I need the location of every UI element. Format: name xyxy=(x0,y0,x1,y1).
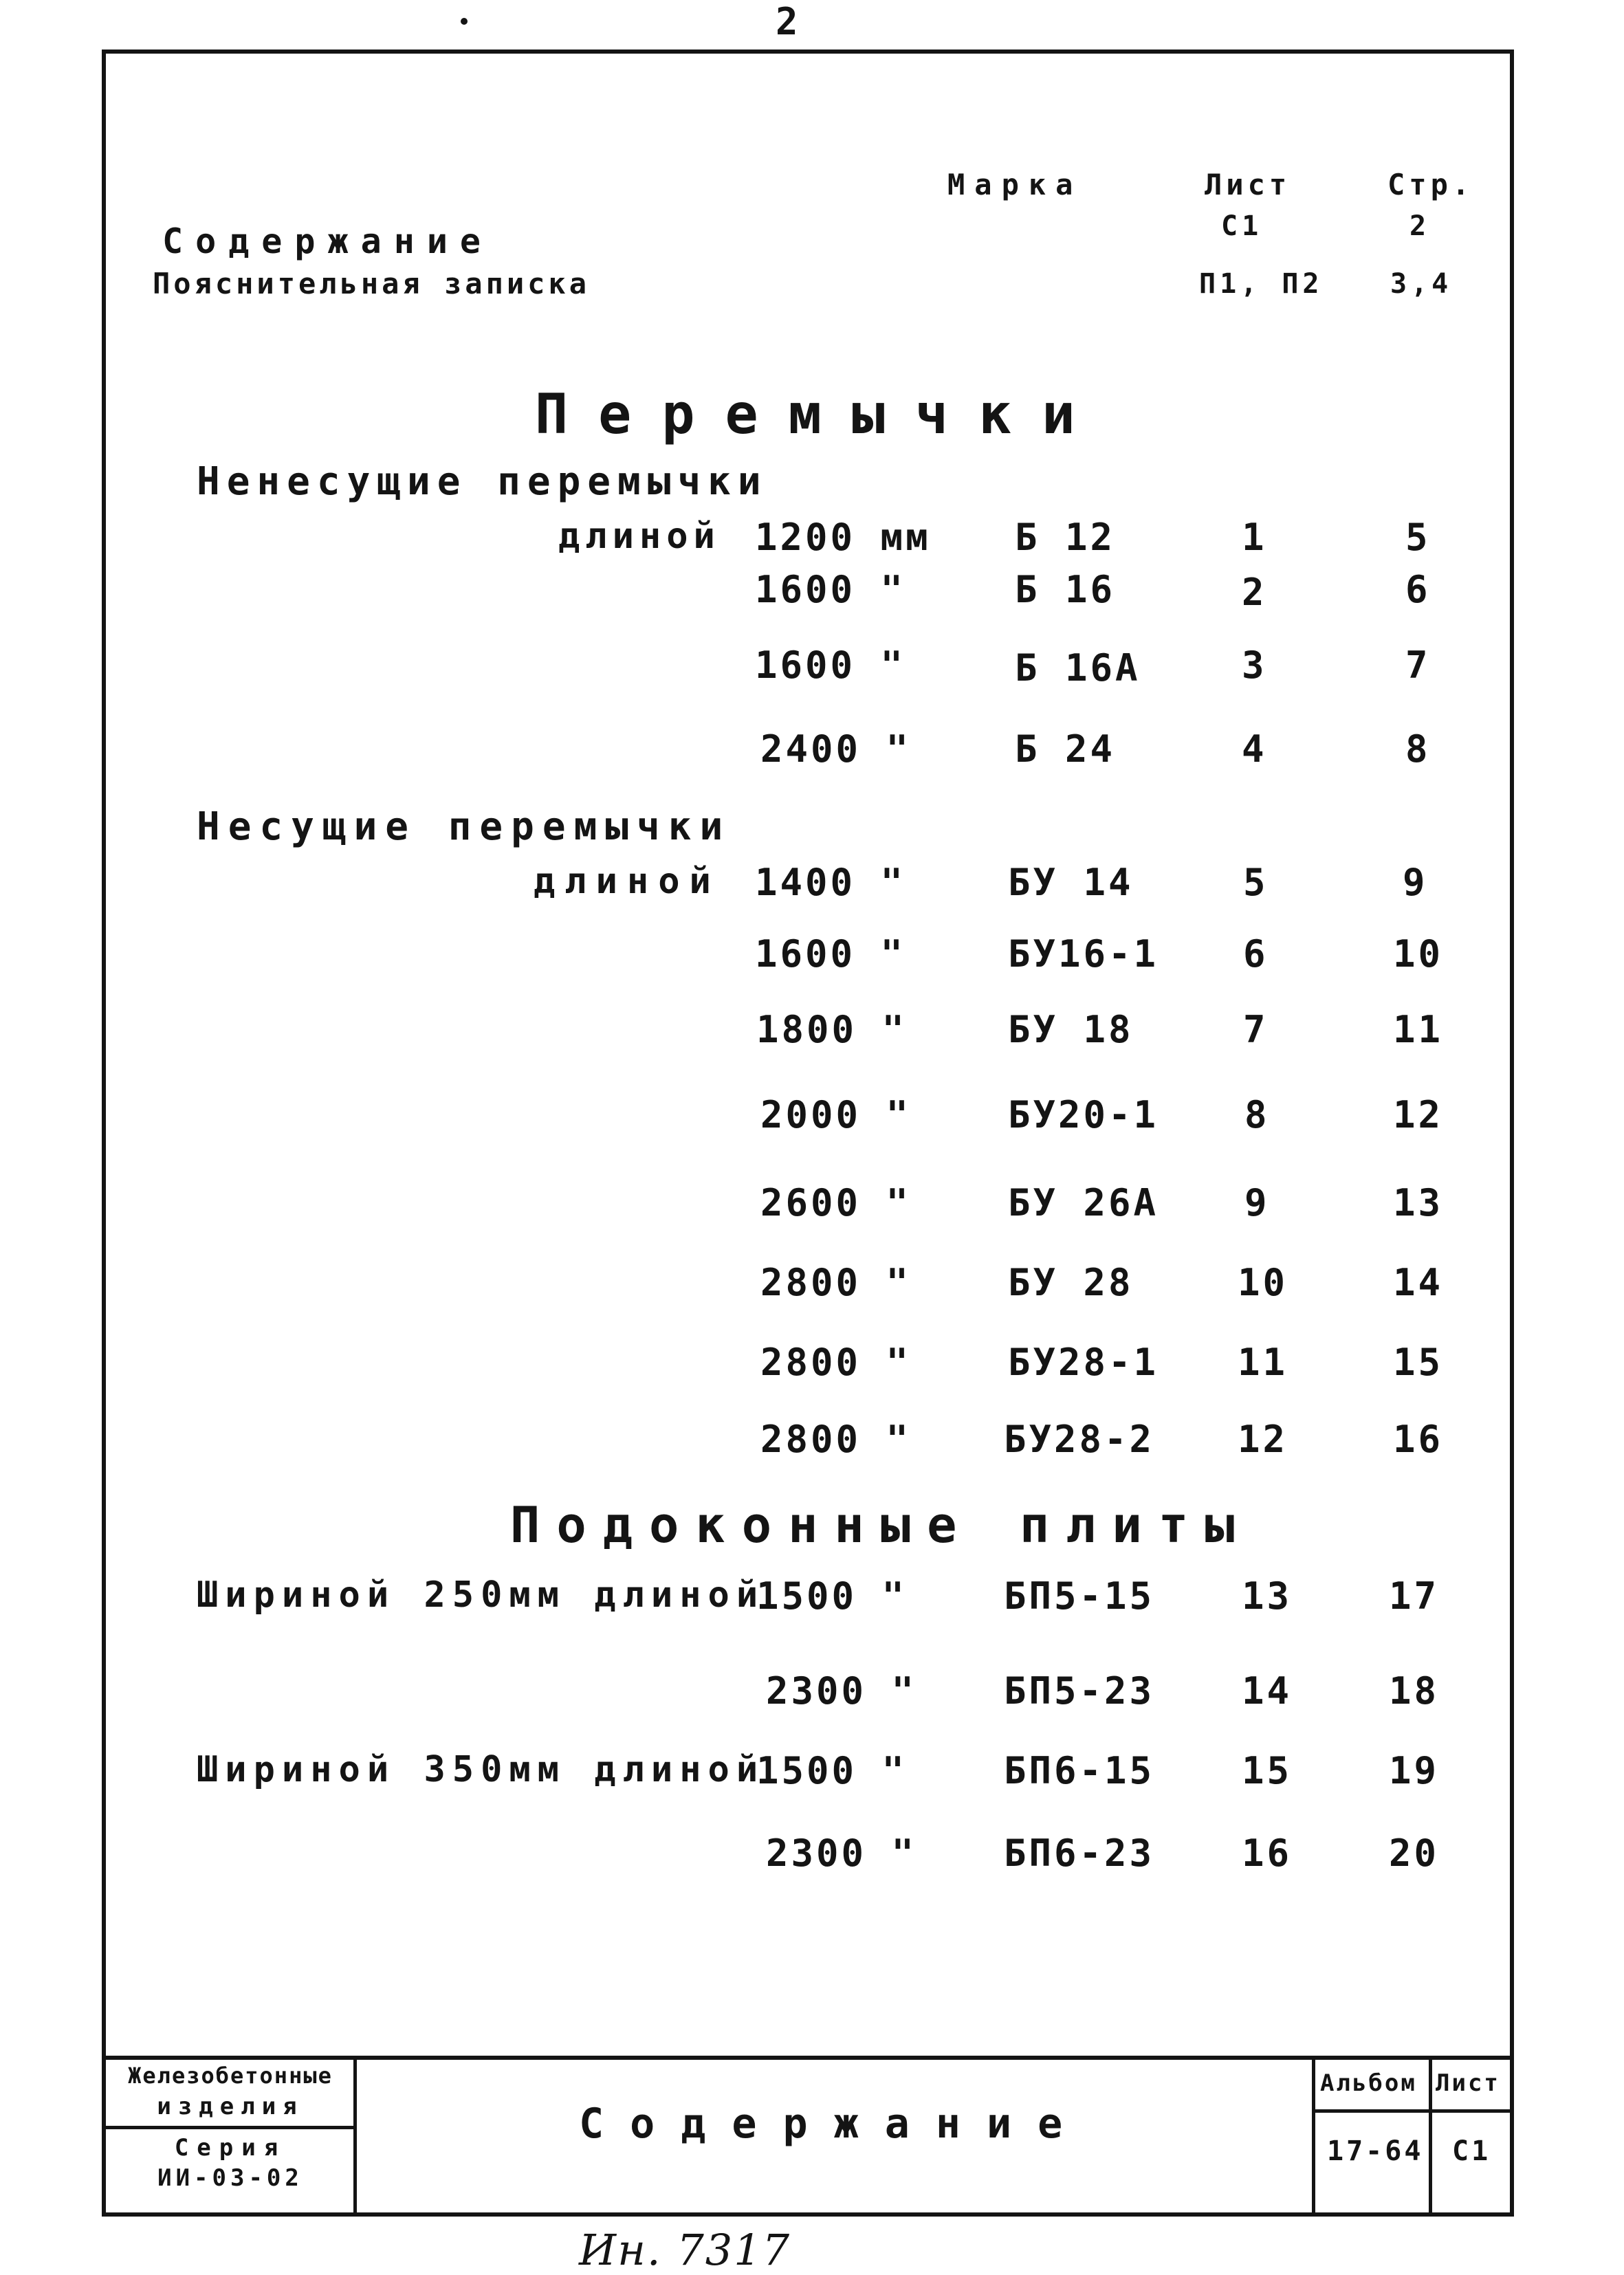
row-length: 2800 " xyxy=(760,1418,912,1461)
row-str: 17 xyxy=(1389,1574,1440,1618)
row-marka: БУ28-2 xyxy=(1004,1418,1155,1461)
row-marka: Б 16 xyxy=(1015,568,1116,611)
header-marka: Марка xyxy=(947,168,1083,201)
row-marka: БП5-15 xyxy=(1004,1574,1155,1618)
row-marka: БУ 14 xyxy=(1008,861,1134,904)
header-list: Лист xyxy=(1205,168,1291,201)
row-list: 7 xyxy=(1243,1008,1269,1051)
stamp-divider xyxy=(353,2056,357,2217)
intro-note-label: Пояснительная записка xyxy=(153,267,591,300)
intro-contents-str: 2 xyxy=(1409,210,1431,242)
row-str: 5 xyxy=(1405,516,1431,559)
row-list: 12 xyxy=(1238,1418,1288,1461)
row-marka: Б 24 xyxy=(1015,727,1116,771)
stamp-series-label: Серия xyxy=(174,2134,287,2162)
row-length: 2800 " xyxy=(760,1341,912,1384)
row-str: 12 xyxy=(1393,1093,1444,1136)
row-list: 14 xyxy=(1242,1669,1293,1713)
group-nonbearing-label: Ненесущие перемычки xyxy=(197,459,768,504)
row-marka: БП6-15 xyxy=(1004,1749,1155,1792)
row-str: 13 xyxy=(1393,1181,1444,1224)
row-str: 10 xyxy=(1393,932,1444,976)
stamp-album-label: Альбом xyxy=(1320,2069,1417,2097)
row-prefix: Шириной 250мм длиной xyxy=(197,1574,765,1616)
group-bearing-label: Несущие перемычки xyxy=(197,804,732,849)
row-list: 6 xyxy=(1243,932,1269,976)
row-prefix: Шириной 350мм длиной xyxy=(197,1749,765,1790)
row-length: 2600 " xyxy=(760,1181,912,1224)
speck-dot xyxy=(461,18,468,25)
row-length: 2800 " xyxy=(760,1261,912,1304)
stamp-album-value: 17-64 xyxy=(1327,2135,1424,2167)
row-list: 2 xyxy=(1242,571,1267,614)
row-length: 2000 " xyxy=(760,1093,912,1136)
row-marka: Б 12 xyxy=(1015,516,1116,559)
row-list: 13 xyxy=(1242,1574,1293,1618)
row-str: 6 xyxy=(1405,568,1431,611)
header-str: Стр. xyxy=(1387,168,1474,201)
row-str: 11 xyxy=(1393,1008,1444,1051)
row-list: 8 xyxy=(1244,1093,1270,1136)
row-length: 1600 " xyxy=(755,568,906,611)
section-lintels-title: Перемычки xyxy=(535,382,1106,446)
row-marka: БУ 28 xyxy=(1008,1261,1134,1304)
row-list: 10 xyxy=(1238,1261,1288,1304)
row-marka: БУ 18 xyxy=(1008,1008,1134,1051)
stamp-product-line2: изделия xyxy=(157,2093,304,2120)
row-str: 14 xyxy=(1393,1261,1444,1304)
intro-contents-label: Содержание xyxy=(162,221,494,261)
stamp-divider xyxy=(1429,2056,1432,2217)
row-length: 1600 " xyxy=(755,932,906,976)
row-length: 2300 " xyxy=(766,1832,917,1875)
stamp-sheet-label: Лист xyxy=(1436,2069,1500,2097)
row-marka: БУ 26А xyxy=(1008,1181,1159,1224)
row-list: 4 xyxy=(1242,727,1267,771)
row-marka: БУ28-1 xyxy=(1008,1341,1159,1384)
row-str: 16 xyxy=(1393,1418,1444,1461)
row-marka: Б 16А xyxy=(1015,646,1141,690)
row-list: 9 xyxy=(1244,1181,1270,1224)
row-list: 1 xyxy=(1242,516,1267,559)
stamp-divider xyxy=(1312,2109,1514,2113)
row-str: 19 xyxy=(1389,1749,1440,1792)
row-list: 15 xyxy=(1242,1749,1293,1792)
row-length: 2400 " xyxy=(760,727,912,771)
group-bearing-prefix: длиной xyxy=(534,861,721,902)
stamp-title: Содержание xyxy=(579,2100,1089,2148)
stamp-divider xyxy=(102,2126,356,2129)
row-str: 7 xyxy=(1405,644,1431,687)
row-length: 1500 " xyxy=(756,1749,908,1792)
stamp-series-value: ИИ-03-02 xyxy=(157,2164,303,2192)
row-marka: БП5-23 xyxy=(1004,1669,1155,1713)
row-list: 5 xyxy=(1243,861,1269,904)
row-list: 11 xyxy=(1238,1341,1288,1384)
intro-note-list: П1, П2 xyxy=(1199,268,1324,300)
row-marka: БУ16-1 xyxy=(1008,932,1159,976)
stamp-sheet-value: С1 xyxy=(1452,2135,1491,2167)
stamp-divider xyxy=(1312,2056,1315,2217)
row-length: 1800 " xyxy=(756,1008,908,1051)
row-length: 1600 " xyxy=(755,644,906,687)
group-nonbearing-prefix: длиной xyxy=(558,516,721,557)
row-list: 3 xyxy=(1242,644,1267,687)
intro-note-str: 3,4 xyxy=(1390,268,1453,300)
row-length: 1500 " xyxy=(756,1574,908,1618)
row-marka: БУ20-1 xyxy=(1008,1093,1159,1136)
row-length: 2300 " xyxy=(766,1669,917,1713)
inventory-note: Ин. 7317 xyxy=(579,2225,791,2275)
stamp-product-line1: Железобетонные xyxy=(128,2063,333,2089)
top-page-number: 2 xyxy=(776,0,798,43)
row-str: 18 xyxy=(1389,1669,1440,1713)
section-windowsill-title: Подоконные плиты xyxy=(510,1496,1251,1554)
intro-contents-list: С1 xyxy=(1221,210,1263,242)
row-str: 8 xyxy=(1405,727,1431,771)
row-length: 1400 " xyxy=(755,861,906,904)
row-list: 16 xyxy=(1242,1832,1293,1875)
row-str: 15 xyxy=(1393,1341,1444,1384)
row-length: 1200 мм xyxy=(755,516,931,559)
row-str: 9 xyxy=(1403,861,1428,904)
row-marka: БП6-23 xyxy=(1004,1832,1155,1875)
row-str: 20 xyxy=(1389,1832,1440,1875)
